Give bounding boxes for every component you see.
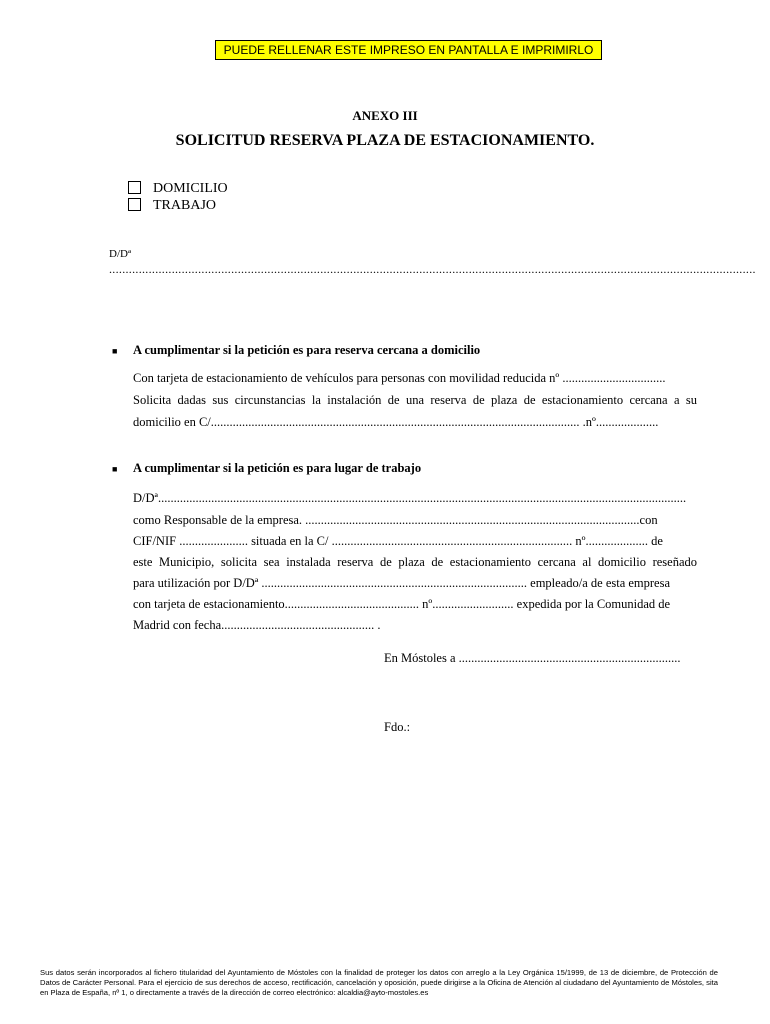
work-request-line: este Municipio, solicita sea instalada reserva de plaza de estacionamiento cercana al domicilio reseñado [133, 555, 697, 569]
section-work-heading: A cumplimentar si la petición es para lugar de trabajo [133, 461, 422, 475]
option-trabajo[interactable] [128, 198, 216, 216]
work-employee-line[interactable]: para utilización por D/Dª ..................................................................................... empleado/a de esta empresa [133, 576, 671, 590]
bullet-icon: ■ [112, 346, 118, 356]
work-cif-line[interactable]: CIF/NIF ...................... situada en la C/ ............................................................................. nº.................... de [133, 534, 663, 548]
domicilio-label: DOMICILIO [153, 181, 228, 196]
applicant-label: D/Dª [109, 248, 131, 260]
trabajo-label: TRABAJO [153, 198, 217, 213]
data-protection-footer: Sus datos serán incorporados al fichero titularidad del Ayuntamiento de Móstoles con la finalidad de proteger los datos con arreglo a la Ley Orgánica 15/1999, de 13 de diciembre, de Protección de Datos de Carácter Personal. Para el ejercicio de sus derechos de acceso, rectificación, cancelación y oposición, puede dirigirse a la Oficina de Atención al ciudadano del Ayuntamiento de Móstoles, sita en Plaza de España, nº 1, o directamente a través de la dirección de correo electrónico: alcaldia@ayto-mostoles.es [40, 968, 718, 997]
page-title: SOLICITUD RESERVA PLAZA DE ESTACIONAMIENTO. [175, 132, 595, 149]
home-address-line[interactable]: domicilio en C/...................................................................................................................... .nº.................... [133, 415, 659, 429]
annex-label: ANEXO III [352, 108, 418, 123]
bullet-icon: ■ [112, 464, 118, 474]
place-date-field[interactable]: En Móstoles a ....................................................................... [384, 651, 681, 665]
home-card-number-line[interactable]: Con tarjeta de estacionamiento de vehículos para personas con movilidad reducida nº ................................. [133, 371, 666, 385]
option-domicilio[interactable] [128, 181, 228, 199]
fill-on-screen-notice: PUEDE RELLENAR ESTE IMPRESO EN PANTALLA E IMPRIMIRLO [215, 40, 602, 60]
work-date-line[interactable]: Madrid con fecha................................................. . [133, 618, 381, 632]
trabajo-checkbox[interactable] [128, 198, 141, 211]
signature-label: Fdo.: [384, 720, 411, 734]
work-card-line[interactable]: con tarjeta de estacionamiento........................................... nº.......................... expedida por la Comunidad de [133, 597, 671, 611]
applicant-name-field[interactable]: .................................................................................................................................................................................................... [109, 262, 756, 276]
section-home-heading: A cumplimentar si la petición es para reserva cercana a domicilio [133, 343, 481, 357]
work-applicant-line[interactable]: D/Dª......................................................................................................................................................................... [133, 491, 687, 505]
domicilio-checkbox[interactable] [128, 181, 141, 194]
work-company-line[interactable]: como Responsable de la empresa. ...........................................................................................................con [133, 513, 658, 527]
home-request-line: Solicita dadas sus circunstancias la instalación de una reserva de plaza de estacionamiento cercana a su [133, 393, 697, 407]
